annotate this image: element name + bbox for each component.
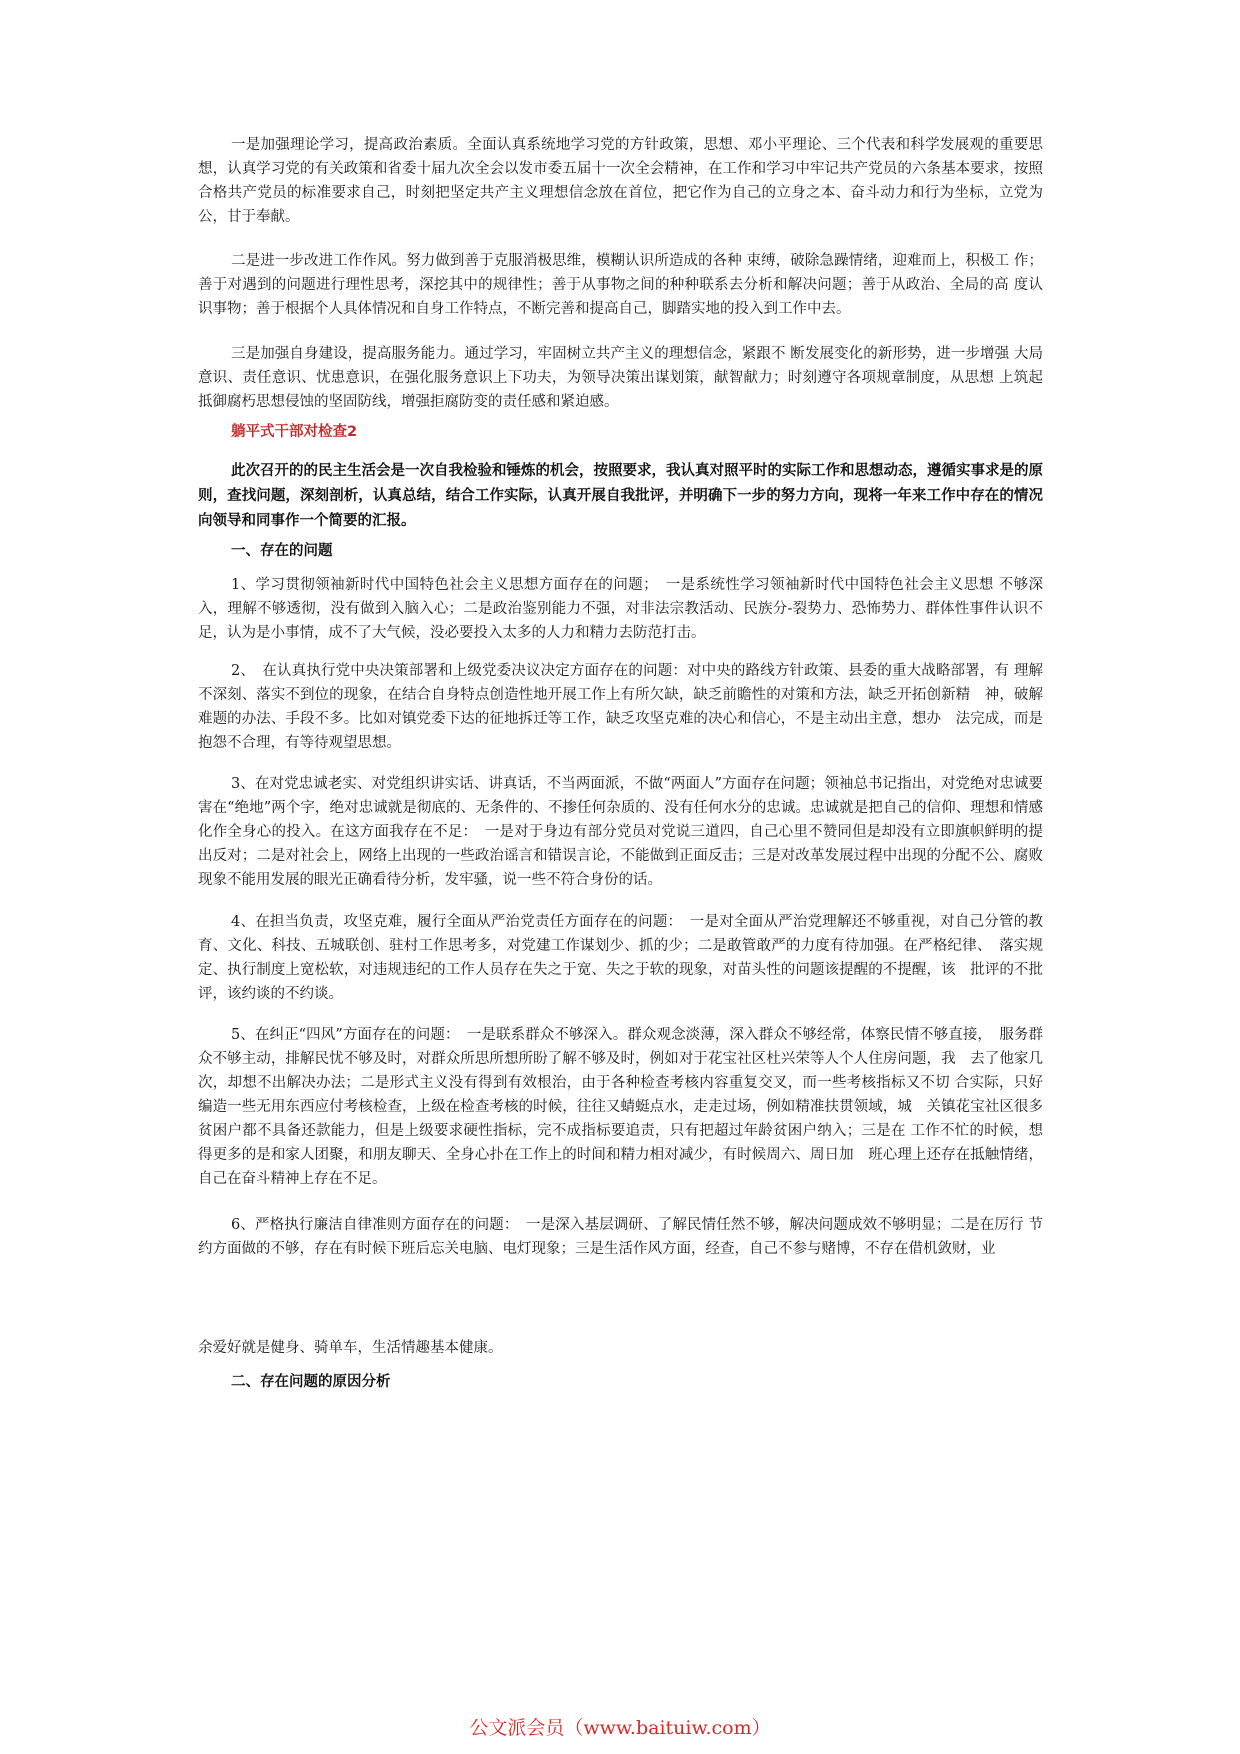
problem-item-3: 3、在对党忠诚老实、对党组织讲实话、讲真话，不当两面派，不做“两面人”方面存在问题；领袖总书记指出，对党绝对忠诚要害在“绝地”两个字，绝对忠诚就是彻底的、无条件的、不掺任何杂质的、没有任何水分的忠诚。忠诚就是把自己的信仰、理想和情感化作全身心的投入。在这方面我存在不足： 一是对于身边有部分党员对党说三道四，自己心里不赞同但是却没有立即旗帜鲜明的提出反对；二是对社会上，网络上出现的一些政治谣言和错误言论，不能做到正面反击；三是对改革发展过程中出现的分配不公、腐败现象不能用发展的眼光正确看待分析，发牢骚，说一些不符合身份的话。 (198, 776, 1043, 888)
heading-existing-problems: 一、存在的问题 (231, 543, 333, 559)
problem-item-6: 6、严格执行廉洁自律准则方面存在的问题： 一是深入基层调研、了解民情任然不够，解决问题成效不够明显；二是在厉行 节约方面做的不够，存在有时候下班后忘关电脑、电灯现象；三是生活作风方面，经查，自己不参与赌博，不存在借机敛财，业 (198, 1217, 1043, 1257)
heading-cause-analysis: 二、存在问题的原因分析 (231, 1374, 391, 1390)
problem-item-4: 4、在担当负责，攻坚克难，履行全面从严治党责任方面存在的问题： 一是对全面从严治党理解还不够重视，对自己分管的教育、文化、科技、五城联创、驻村工作思考多，对党建工作谋划少、抓的少；二是敢管敢严的力度有待加强。在严格纪律、 落实规定、执行制度上宽松软，对违规违纪的工作人员存在失之于宽、失之于软的现象，对苗头性的问题该提醒的不提醒，该 批评的不批评，该约谈的不约谈。 (198, 914, 1043, 1002)
footer-watermark: 公文派会员（www.baituiw.com） (469, 1717, 771, 1739)
paragraph-theory-study: 一是加强理论学习，提高政治素质。全面认真系统地学习党的方针政策，思想、邓小平理论、三个代表和科学发展观的重要思想，认真学习党的有关政策和省委十届九次全会以发市委五届十一次全会精神，在工作和学习中牢记共产党员的六条基本要求，按照合格共产党员的标准要求自己，时刻把坚定共产主义理想信念放在首位，把它作为自己的立身之本、奋斗动力和行为坐标，立党为公，甘于奉献。 (198, 137, 1043, 225)
problem-item-5: 5、在纠正“四风”方面存在的问题： 一是联系群众不够深入。群众观念淡薄，深入群众不够经常，体察民情不够直接， 服务群众不够主动，排解民忧不够及时，对群众所思所想所盼了解不够及时，例如对于花宝社区杜兴荣等人个人住房问题，我 去了他家几次，却想不出解决办法；二是形式主义没有得到有效根治，由于各种检查考核内容重复交叉，而一些考核指标又不切 合实际，只好编造一些无用东西应付考核检查，上级在检查考核的时候，往往又蜻蜓点水，走走过场，例如精准扶贯领域，城 关镇花宝社区很多贫困户都不具备还款能力，但是上级要求硬性指标，完不成指标要追责，只有把超过年龄贫困户纳入；三是在 工作不忙的时候，想得更多的是和家人团聚，和朋友聊天、全身心扑在工作上的时间和精力相对减少，有时候周六、周日加 班心理上还存在抵触情绪，自己在奋斗精神上存在不足。 (198, 1027, 1043, 1187)
section-title: 躺平式干部对检查2 (231, 424, 358, 440)
paragraph-work-style: 二是进一步改进工作作风。努力做到善于克服消极思维，模糊认识所造成的各种 束缚，破除急躁情绪，迎难而上，积极工 作；善于对遇到的问题进行理性思考，深挖其中的规律性；善于从事物之间的种种联系去分析和解决问题；善于从政治、全局的高 度认识事物；善于根据个人具体情况和自身工作特点，不断完善和提高自己，脚踏实地的投入到工作中去。 (198, 253, 1043, 317)
continuation-line: 余爱好就是健身、骑单车，生活情趣基本健康。 (198, 1340, 503, 1356)
paragraph-self-building: 三是加强自身建设，提高服务能力。通过学习，牢固树立共产主义的理想信念，紧跟不 断发展变化的新形势，进一步增强 大局意识、责任意识、忧患意识，在强化服务意识上下功夫，为领导决策出谋划策，献智献力；时刻遵守各项规章制度，从思想 上筑起抵御腐朽思想侵蚀的坚固防线，增强拒腐防变的责任感和紧迫感。 (198, 346, 1043, 410)
problem-item-2: 2、 在认真执行党中央决策部署和上级党委决议决定方面存在的问题：对中央的路线方针政策、县委的重大战略部署，有 理解不深刻、落实不到位的现象，在结合自身特点创造性地开展工作上有所欠缺，缺乏前瞻性的对策和方法，缺乏开拓创新精 神，破解难题的办法、手段不多。比如对镇党委下达的征地拆迁等工作，缺乏攻坚克难的决心和信心，不是主动出主意，想办 法完成，而是抱怨不合理，有等待观望思想。 (198, 663, 1043, 751)
lead-paragraph: 此次召开的的民主生活会是一次自我检验和锤炼的机会，按照要求，我认真对照平时的实际工作和思想动态，遵循实事求是的原则，查找问题，深刻剖析，认真总结，结合工作实际，认真开展自我批评，并明确下一步的努力方向，现将一年来工作中存在的情况向领导和同事作一个简要的汇报。 (198, 463, 1043, 529)
problem-item-1: 1、学习贯彻领袖新时代中国特色社会主义思想方面存在的问题； 一是系统性学习领袖新时代中国特色社会主义思想 不够深入，理解不够透彻，没有做到入脑入心；二是政治鉴别能力不强，对非法宗教活动、民族分-裂势力、恐怖势力、群体性事件认识不足，认为是小事情，成不了大气候，没必要投入太多的人力和精力去防范打击。 (198, 577, 1043, 641)
